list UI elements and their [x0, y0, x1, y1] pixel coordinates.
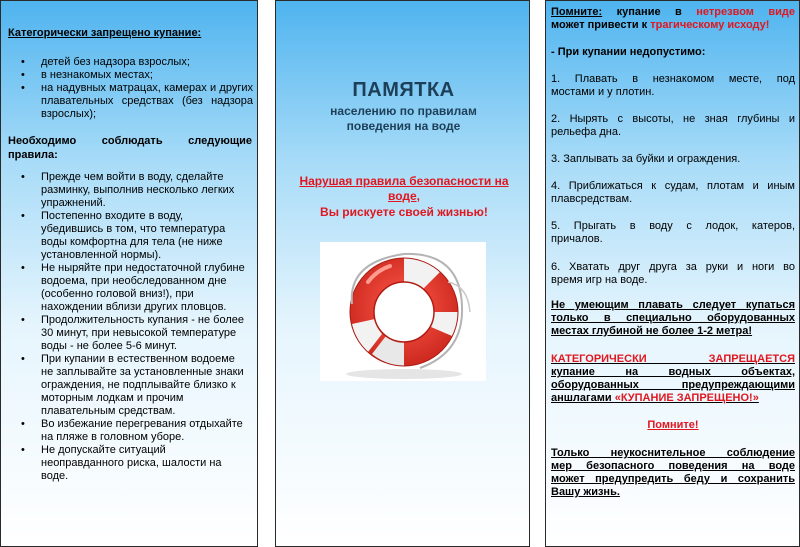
middle-panel [275, 0, 530, 547]
remember-block [551, 6, 795, 32]
remember-line [551, 19, 795, 32]
rules-heading-line: Необходимо соблюдать следующие [8, 135, 252, 147]
list-item: • детей без надзора взрослых; [21, 56, 253, 69]
remember-line2-red: трагическому исходу! [650, 19, 770, 31]
forbidden-note [551, 353, 795, 405]
list-item [551, 153, 795, 166]
item-line: 5. Прыгать в воду с лодок, катеров, [551, 220, 795, 232]
item-line: 1. Плавать в незнакомом месте, под [551, 73, 795, 85]
rules-heading [8, 134, 252, 162]
note-line: мер безопасного поведения на воде [551, 460, 795, 472]
note-line: Вашу жизнь. [551, 486, 620, 498]
note-line: только в специально оборудованных [551, 312, 795, 324]
item-line: рельефа дна. [551, 126, 622, 138]
left-panel [0, 0, 258, 547]
remember-heading: Помните! [647, 419, 699, 431]
lifebuoy-image [320, 242, 486, 381]
lifebuoy-icon [320, 242, 486, 381]
note-line: КАТЕГОРИЧЕСКИ ЗАПРЕЩАЕТСЯ [551, 353, 795, 365]
remember-line2-start: может привести к [551, 19, 651, 31]
list-item: • Во избежание перегревания отдыхайте на пляже в головном уборе. [21, 418, 246, 444]
item-line: 4. Приближаться к судам, плотам и иным [551, 180, 795, 192]
prohibited-heading: Категорически запрещено купание: [8, 27, 202, 39]
remember-label: Помните: [551, 6, 603, 18]
rules-heading-line: правила: [8, 149, 58, 161]
forbidden-start: аншлагами [551, 392, 615, 404]
unacceptable-heading: - При купании недопустимо: [551, 46, 706, 58]
note-line: может предупредить беду и сохранить [551, 473, 795, 485]
prohibited-list [21, 56, 253, 121]
item-line: плавсредствам. [551, 193, 633, 205]
list-item: • При купании в естественном водоеме не заплывайте за установленные знаки ограждения, не подплывайте близко к моторным лодкам и прочим плавательным средствам. [21, 353, 246, 418]
item-line: мостами и у плотин. [551, 86, 655, 98]
forbidden-sign: «КУПАНИЕ ЗАПРЕЩЕНО!» [614, 392, 759, 404]
note-line: оборудованных предупреждающими [551, 379, 795, 391]
note-line [551, 392, 795, 405]
note-line: местах глубиной не более 1-2 метра! [551, 325, 753, 337]
note-line: купание на водных объектах, [551, 366, 795, 378]
subtitle-line: поведения на воде [346, 119, 461, 133]
remember-line [551, 6, 795, 19]
list-item: • Продолжительность купания - не более 30 минут, при невысокой температуре воды - не более 5-6 минут. [21, 314, 246, 353]
list-item [551, 220, 795, 246]
list-item: • в незнакомых местах; [21, 69, 253, 82]
item-line: 2. Нырять с высоты, не зная глубины и [551, 113, 795, 125]
note-line: Не умеющим плавать следует купаться [551, 299, 795, 311]
warning-line: воде, [387, 189, 420, 203]
rules-list [21, 171, 246, 483]
nonswimmers-note [551, 299, 795, 338]
note-line: Только неукоснительное соблюдение [551, 447, 795, 459]
remember-red: нетрезвом виде [696, 6, 795, 18]
list-item [551, 73, 795, 99]
final-note [551, 447, 795, 499]
warning-text [284, 174, 524, 204]
item-line: причалов. [551, 233, 603, 245]
list-item: • на надувных матрацах, камерах и других плавательных средствах (без надзора взрослых); [21, 82, 253, 121]
list-item: • Не ныряйте при недостаточной глубине водоема, при необследованном дне (особенно головой вниз!), при нахождении вблизи других пловцов. [21, 262, 246, 314]
item-line: 3. Заплывать за буйки и ограждения. [551, 153, 741, 165]
page-subtitle [276, 104, 531, 134]
list-item [551, 180, 795, 206]
list-item [551, 113, 795, 139]
right-panel [545, 0, 800, 547]
list-item: • Прежде чем войти в воду, сделайте разминку, выполнив несколько легких упражнений. [21, 171, 246, 210]
list-item: • Не допускайте ситуаций неоправданного риска, шалости на воде. [21, 444, 246, 483]
remember-mid: купание в [602, 6, 697, 18]
list-item [551, 261, 795, 287]
item-line: 6. Хватать друг друга за руки и ноги во [551, 261, 795, 273]
warning-line: Нарушая правила безопасности на [299, 174, 509, 188]
page-title: ПАМЯТКА [352, 79, 455, 101]
list-item: • Постепенно входите в воду, убедившись в том, что температура воды комфортна для тела (не ниже установленной нормы). [21, 210, 246, 262]
item-line: время игр на воде. [551, 274, 648, 286]
subtitle-line: населению по правилам [330, 104, 477, 118]
warning-risk: Вы рискуете своей жизнью! [320, 205, 488, 219]
